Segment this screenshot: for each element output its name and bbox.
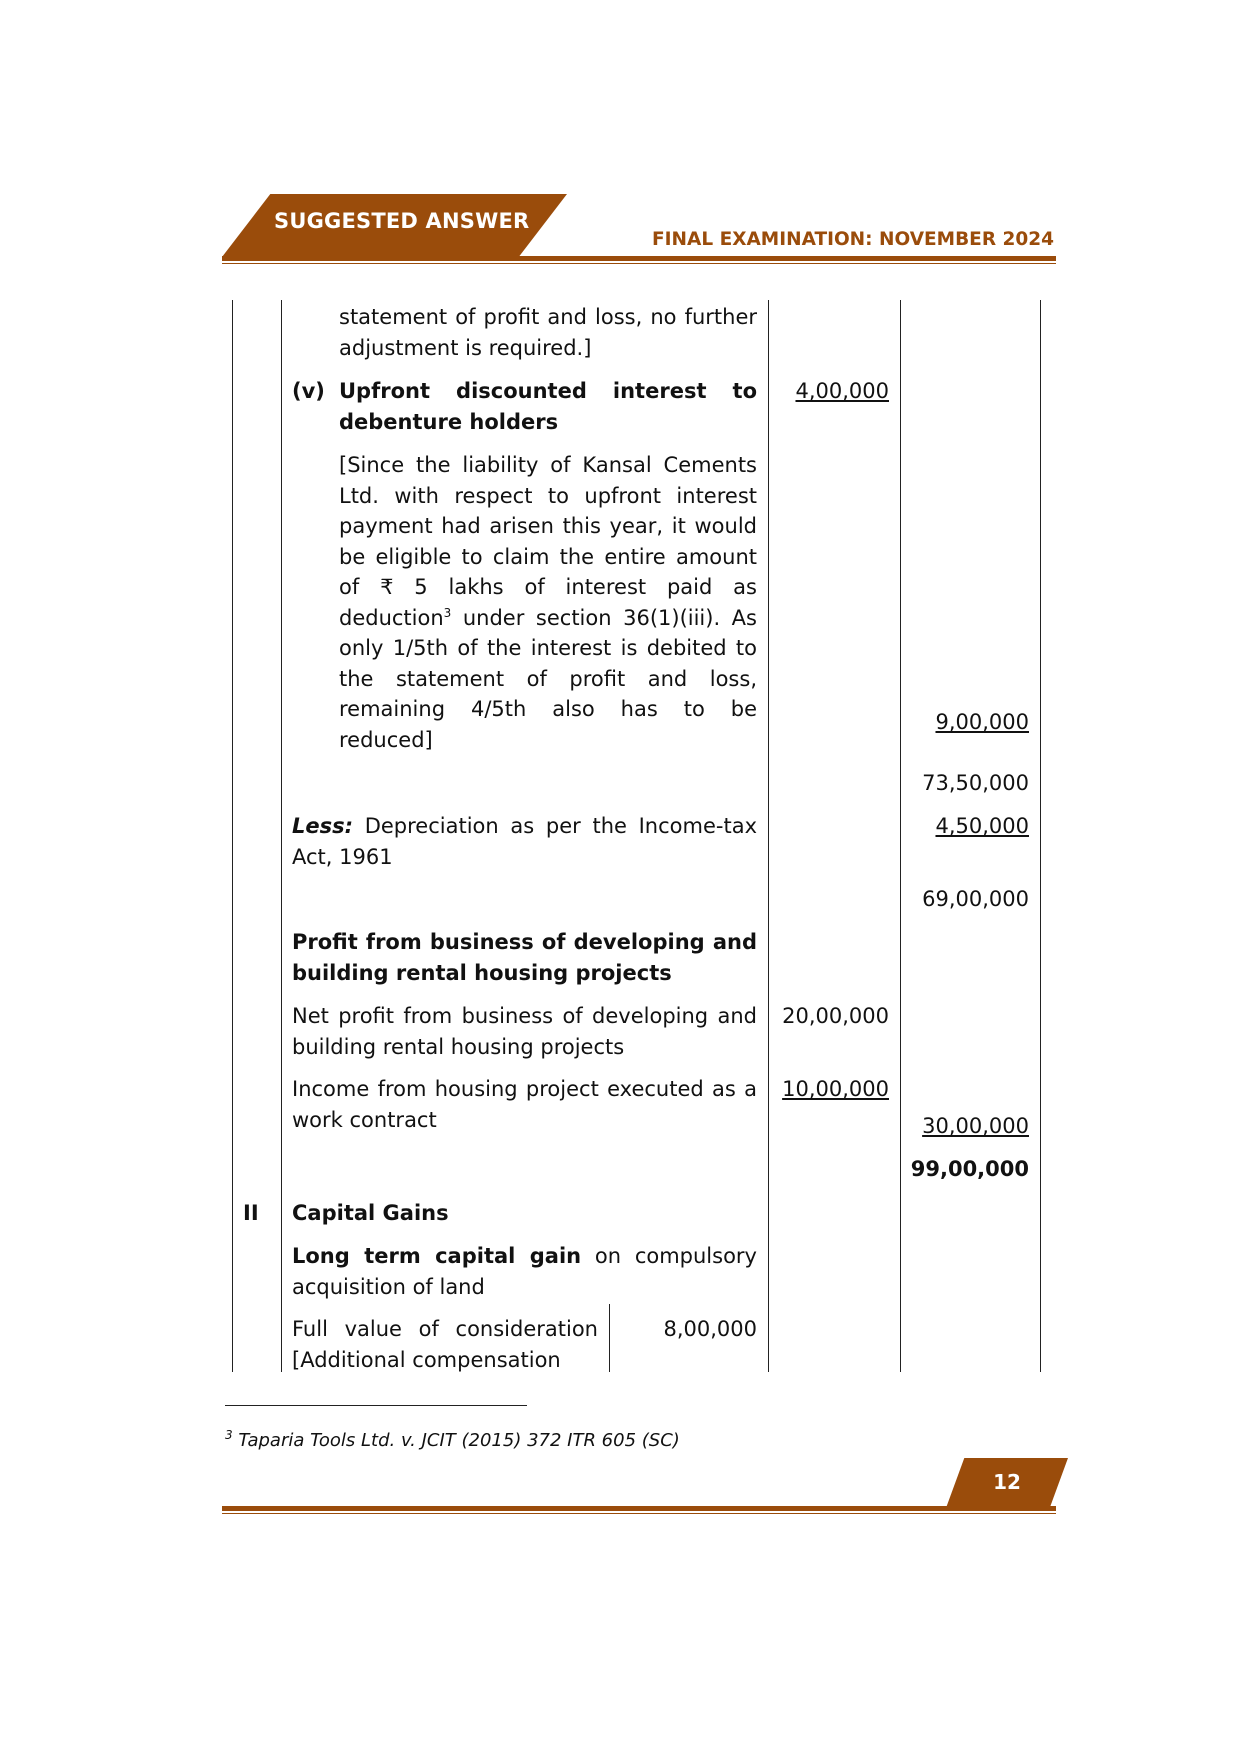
ltcg-bold: Long term capital gain	[292, 1244, 582, 1268]
net-profit-amount: 20,00,000	[782, 1004, 889, 1028]
section-number: II	[243, 1201, 259, 1225]
table-col-divider-3	[900, 300, 901, 1372]
fvc-amount: 8,00,000	[663, 1317, 757, 1341]
footnote	[225, 1430, 680, 1451]
work-contract-text: Income from housing project executed as a work contract	[292, 1077, 757, 1132]
grand-total: 99,00,000	[910, 1157, 1029, 1181]
less-label: Less:	[292, 814, 354, 838]
header-tab-label: SUGGESTED ANSWER	[274, 209, 530, 233]
subtotal-1: 73,50,000	[922, 771, 1029, 795]
ltcg-rest: on compulsory acquisition of land	[292, 1244, 757, 1299]
adjustments-total: 9,00,000	[935, 710, 1029, 734]
work-contract-amount: 10,00,000	[782, 1077, 889, 1101]
ltcg-text	[292, 1241, 757, 1302]
header-rule	[222, 256, 1056, 261]
item-v-note	[339, 450, 757, 755]
footnote-rule	[225, 1405, 527, 1406]
item-v-amount: 4,00,000	[795, 379, 889, 403]
less-depreciation-text	[292, 811, 757, 872]
header-rule-thin	[222, 263, 1056, 264]
subtable-divider	[609, 1304, 610, 1372]
page-number: 12	[993, 1470, 1021, 1494]
net-profit-text: Net profit from business of developing and building rental housing projects	[292, 1004, 757, 1059]
footer-rule-thin	[222, 1513, 1056, 1514]
item-v-note-part2: under section 36(1)(iii). As only 1/5th of the interest is debited to the statement of profit and loss, remaining 4/5th also has to be reduced]	[339, 605, 757, 752]
subtotal-2: 69,00,000	[922, 887, 1029, 911]
table-col-divider-1	[281, 300, 282, 1372]
table-border-left	[232, 300, 233, 1372]
continuation-text: statement of profit and loss, no further adjustment is required.]	[339, 305, 757, 360]
item-v-label: (v)	[292, 379, 325, 403]
rental-housing-heading: Profit from business of developing and building rental housing projects	[292, 930, 757, 985]
less-desc: Depreciation as per the Income-tax Act, 1961	[292, 814, 757, 869]
depreciation-amount: 4,50,000	[935, 814, 1029, 838]
table-col-divider-2	[768, 300, 769, 1372]
footnote-marker: 3	[225, 1428, 233, 1442]
section-title: Capital Gains	[292, 1201, 449, 1225]
table-border-right	[1040, 300, 1041, 1372]
exam-title: FINAL EXAMINATION: NOVEMBER 2024	[652, 229, 1054, 250]
footer-rule	[222, 1506, 1056, 1511]
rental-total: 30,00,000	[922, 1114, 1029, 1138]
footnote-text: Taparia Tools Ltd. v. JCIT (2015) 372 ITR 605 (SC)	[232, 1430, 680, 1451]
footnote-ref: 3	[443, 605, 452, 620]
item-v-title: Upfront discounted interest to debenture holders	[339, 379, 757, 434]
item-v-note-part1: [Since the liability of Kansal Cements Ltd. with respect to upfront interest payment had arisen this year, it would be eligible to claim the entire amount of ₹ 5 lakhs of interest paid as deduction	[339, 453, 757, 630]
fvc-text: Full value of consideration [Additional compensation	[292, 1317, 598, 1372]
